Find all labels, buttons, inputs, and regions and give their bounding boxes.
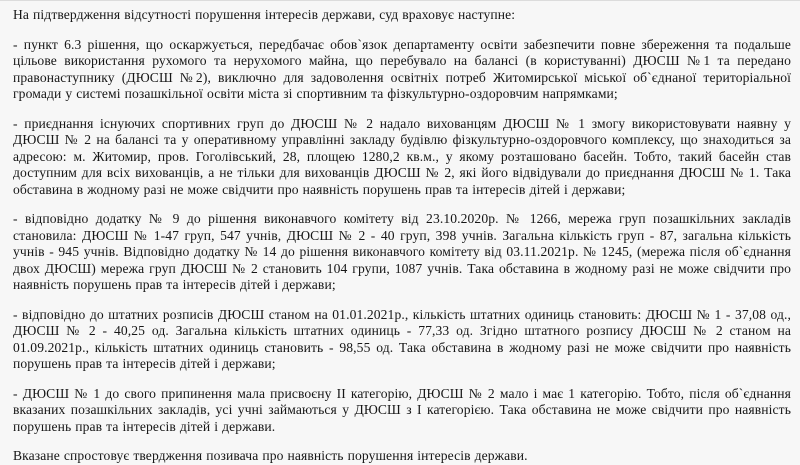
argument-paragraph-sport-groups: - приєднання існуючих спортивних груп до ДЮСШ № 2 надало вихованцям ДЮСШ № 1 змогу використовувати наявну у ДЮСШ № 2 на балансі та у оперативному управлінні закладу будівлю фізкультурно-оздоровчого комплексу, що знаходиться за адресою: м. Житомир, пров. Гоголівський, 28, площею 1280,2 кв.м., у якому розташовано басейн. Тобто, такий басейн став доступним для всіх вихованців, а не тільки для вихованців ДЮСШ № 2, які його відвідували до приєднання ДЮСШ № 1. Така обставина в жодному разі не може свідчити про наявність порушень прав та інтересів дітей і держави; xyxy=(13,115,791,197)
argument-paragraph-annex-9: - відповідно додатку № 9 до рішення виконавчого комітету від 23.10.2020р. № 1266, мережа груп позашкільних закладів становила: ДЮСШ № 1-47 груп, 547 учнів, ДЮСШ № 2 - 40 груп, 398 учнів. Загальна кількість груп - 87, загальна кількість учнів - 945 учнів. Відповідно додатку № 14 до рішення виконавчого комітету від 03.11.2021р. № 1245, (мережа після об`єднання двох ДЮСШ) мережа груп ДЮСШ № 2 становить 104 групи, 1087 учнів. Така обставина в жодному разі не може свідчити про наявність порушень прав та інтересів дітей і держави; xyxy=(13,211,791,292)
conclusion-paragraph: Вказане спростовує твердження позивача про наявність порушення інтересів держави. xyxy=(13,448,528,463)
intro-paragraph: На підтвердження відсутності порушення інтересів держави, суд враховує наступне: xyxy=(13,7,516,22)
argument-paragraph-categories: - ДЮСШ № 1 до свого припинення мала присвоєну ІІ категорію, ДЮСШ № 2 мало і має 1 категорію. Тобто, після об`єднання вказаних позашкільних закладів, усі учні займаються у ДЮСШ з І категорією. Така обставина не може свідчити про наявність порушень прав та інтересів дітей і держави. xyxy=(13,385,791,434)
argument-paragraph-staffing: - відповідно до штатних розписів ДЮСШ станом на 01.01.2021р., кількість штатних одиниць становить: ДЮСШ № 1 - 37,08 од., ДЮСШ № 2 - 40,25 од. Загальна кількість штатних одиниць - 77,33 од. Згідно штатного розпису ДЮСШ № 2 станом на 01.09.2021р., кількість штатних одиниць становить - 98,55 од. Така обставина в жодному разі не може свідчити про наявність порушень прав та інтересів дітей і держави; xyxy=(13,306,791,371)
argument-paragraph-point-6-3: - пункт 6.3 рішення, що оскаржується, передбачає обов`язок департаменту освіти забезпечити повне збереження та подальше цільове використання рухомого та нерухомого майна, що перебувало на балансі (в користуванні) ДЮСШ №1 та передано правонаступнику (ДЮСШ №2), виключно для задоволення освітніх потреб Житомирської міської об`єднаної територіальної громади у системі позашкільної освіти міста зі спортивним та фізкультурно-оздоровчим напрямками; xyxy=(13,36,791,101)
